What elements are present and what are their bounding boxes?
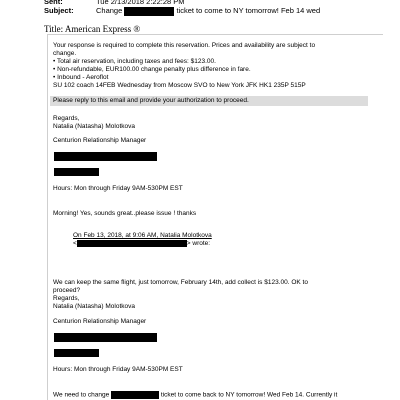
- hours-2: Hours: Mon through Friday 9AM-530PM EST: [53, 366, 183, 373]
- quote-header: [73, 232, 212, 240]
- sent-label: Sent:: [44, 0, 63, 6]
- last-prefix: We need to change: [53, 391, 110, 399]
- redaction-block-2: [54, 168, 99, 176]
- subject-prefix: Change: [96, 6, 123, 15]
- subject-row: [0, 6, 400, 16]
- subject-value: [96, 6, 320, 16]
- quote-wrote: > wrote:: [186, 240, 211, 248]
- bullet-total: • Total air reservation, including taxes and fees: $123.00.: [53, 58, 216, 65]
- document-title: Title: American Express ®: [44, 24, 141, 34]
- quote-email-redaction: [77, 240, 187, 247]
- regards-2: Regards,: [53, 295, 80, 302]
- quote-lt: <: [73, 240, 77, 248]
- signature-role-1: Centurion Relationship Manager: [53, 137, 147, 144]
- intro-line-1: Your response is required to complete this reservation. Prices and availability are subject to: [53, 42, 316, 49]
- reply-prompt: Please reply to this email and provide your authorization to proceed.: [53, 97, 249, 104]
- last-redaction: [111, 391, 159, 399]
- intro-line-2: change.: [53, 50, 77, 57]
- signature-name-1: Natalia (Natasha) Molotkova: [53, 123, 136, 130]
- flight-details: SU 102 coach 14FEB Wednesday from Moscow SVO to New York JFK HK1 235P 515P: [53, 82, 306, 89]
- redaction-block-3: [54, 333, 157, 342]
- signature-name-2: Natalia (Natasha) Molotkova: [53, 303, 136, 310]
- redaction-block-4: [54, 349, 99, 357]
- message2-line-2: proceed?: [53, 287, 81, 294]
- bullet-penalty: • Non-refundable, EUR100.00 change penalty plus difference in fare.: [53, 66, 251, 73]
- redaction-block-1: [54, 152, 157, 161]
- message2-line-1: We can keep the same flight, just tomorrow, February 14th, add collect is $123.00. OK to: [53, 279, 308, 286]
- subject-redaction: [124, 7, 174, 16]
- sent-value: Tue 2/13/2018 2:22:28 PM: [96, 0, 185, 6]
- subject-label: Subject:: [44, 6, 74, 15]
- quote-header-text: On Feb 13, 2018, at 9:06 AM, Natalia Molotkova: [73, 232, 212, 239]
- subject-suffix: ticket to come to NY tomorrow! Feb 14 wed: [176, 6, 321, 15]
- signature-role-2: Centurion Relationship Manager: [53, 318, 147, 325]
- bullet-inbound: • Inbound - Aeroflot: [53, 74, 109, 81]
- last-message-line: [53, 391, 337, 400]
- reply-message: Morning! Yes, sounds great..please issue ! thanks: [53, 210, 197, 217]
- hours-1: Hours: Mon through Friday 9AM-530PM EST: [53, 185, 183, 192]
- email-body: [47, 34, 383, 400]
- regards-1: Regards,: [53, 115, 80, 122]
- quote-sender-line: [73, 240, 210, 248]
- last-suffix: ticket to come back to NY tomorrow! Wed Feb 14. Currently it: [160, 391, 338, 399]
